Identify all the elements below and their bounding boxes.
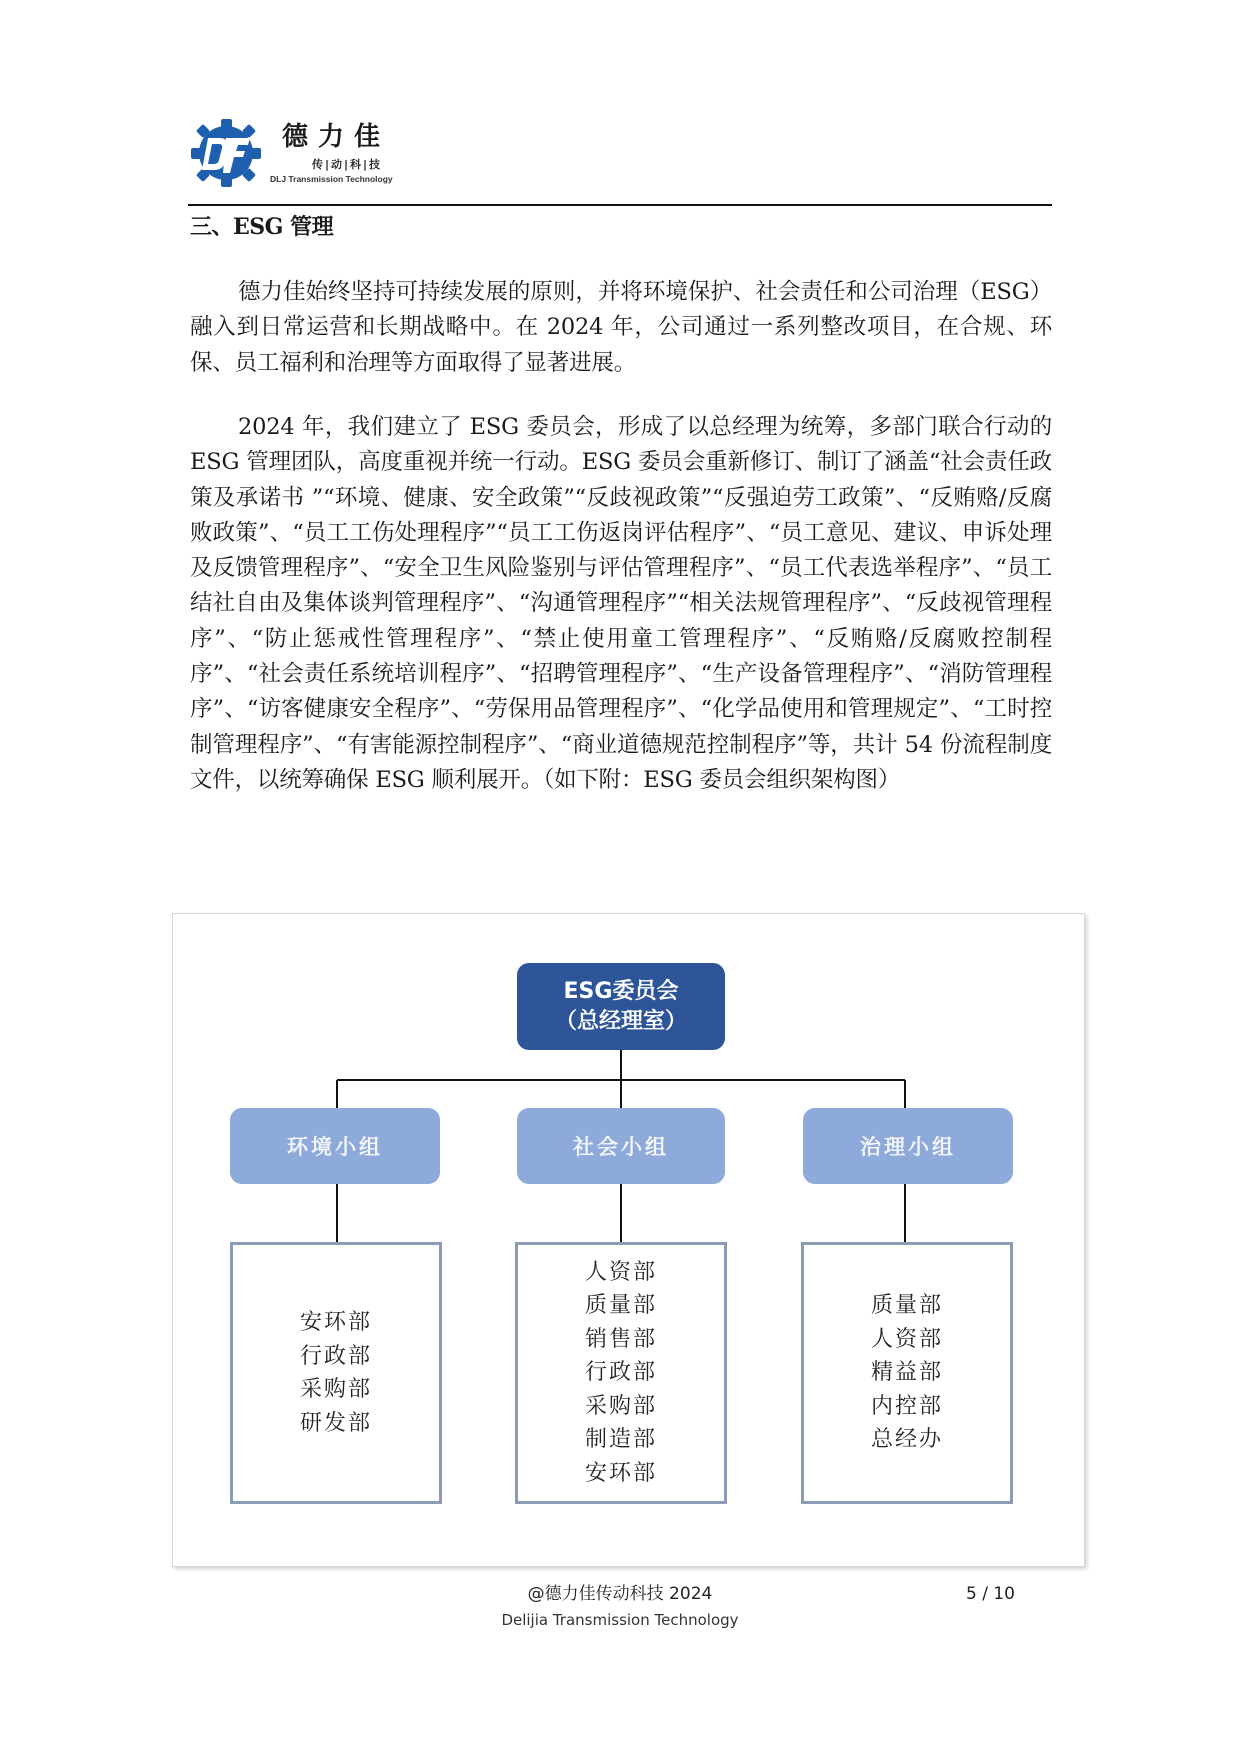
section-heading: 三、ESG 管理 (190, 214, 334, 240)
org-node-esg-committee (517, 963, 725, 1050)
dept-item: 行政部 (584, 1360, 657, 1386)
dept-item: 制造部 (584, 1427, 657, 1453)
dept-item: 总经办 (870, 1427, 943, 1453)
dept-box-governance (801, 1242, 1013, 1504)
org-node-root-line1: ESG委员会 (563, 978, 679, 1004)
dept-item: 安环部 (584, 1460, 657, 1486)
footer-company-en: Delijia Transmission Technology (501, 1611, 739, 1629)
org-node-governance-group: 治理小组 (803, 1108, 1013, 1184)
dept-box-social (515, 1242, 727, 1504)
dept-item: 行政部 (299, 1343, 372, 1369)
company-logo (190, 118, 400, 188)
gear-logo-icon (190, 118, 264, 188)
org-node-social-group: 社会小组 (517, 1108, 725, 1184)
logo-name-en: DLJ Transmission Technology (270, 174, 393, 184)
page-number: 5 / 10 (966, 1584, 1015, 1604)
dept-item: 质量部 (870, 1293, 943, 1319)
dept-item: 人资部 (870, 1326, 943, 1352)
dept-item: 销售部 (584, 1326, 657, 1352)
dept-box-environment (230, 1242, 442, 1504)
dept-item: 精益部 (870, 1360, 943, 1386)
org-node-root-line2: （总经理室） (554, 1008, 687, 1034)
dept-item: 采购部 (584, 1393, 657, 1419)
logo-tagline-cn: 传|动|科|技 (312, 158, 383, 171)
paragraph-intro: 德力佳始终坚持可持续发展的原则，并将环境保护、社会责任和公司治理（ESG）融入到日常运营和长期战略中。在 2024 年，公司通过一系列整改项目，在合规、环保、员工福利和治理等方面取得了显著进展。 (190, 279, 1052, 376)
dept-item: 人资部 (584, 1259, 657, 1285)
dept-item: 内控部 (870, 1393, 943, 1419)
dept-item: 研发部 (299, 1410, 372, 1436)
dept-item: 安环部 (299, 1310, 372, 1335)
footer-copyright-text: @德力佳传动科技 2024 (527, 1584, 713, 1604)
dept-item: 质量部 (584, 1293, 657, 1319)
org-node-environment-group: 环境小组 (230, 1108, 440, 1184)
paragraph-committee: 2024 年，我们建立了 ESG 委员会，形成了以总经理为统筹，多部门联合行动的 ESG 管理团队，高度重视并统一行动。ESG 委员会重新修订、制订了涵盖“社会责任政策及承诺书 ”“环境、健康、安全政策”“反歧视政策”“反强迫劳工政策”、“反贿赂/反腐败政策”、“员工工伤处理程序”“员工工伤返岗评估程序”、“员工意见、建议、申诉处理及反馈管理程序”、“安全卫生风险鉴别与评估管理程序”、“员工代表选举程序”、“员工结社自由及集体谈判管理程序”、“沟通管理程序”“相关法规管理程序”、“反歧视管理程序”、“防止惩戒性管理程序”、“禁止使用童工管理程序”、“反贿赂/反腐败控制程序”、“社会责任系统培训程序”、“招聘管理程序”、“生产设备管理程序”、“消防管理程序”、“访客健康安全程序”、“劳保用品管理程序”、“化学品使用和管理规定”、“工时控制管理程序”、“有害能源控制程序”、“商业道德规范控制程序”等，共计 54 份流程制度文件，以统筹确保 ESG 顺利展开。（如下附：ESG 委员会组织架构图） (190, 414, 1052, 793)
header-divider (188, 204, 1052, 206)
logo-name-cn: 德力佳 (282, 122, 391, 152)
footer-copyright (0, 1583, 1240, 1605)
dept-item: 采购部 (299, 1377, 372, 1402)
